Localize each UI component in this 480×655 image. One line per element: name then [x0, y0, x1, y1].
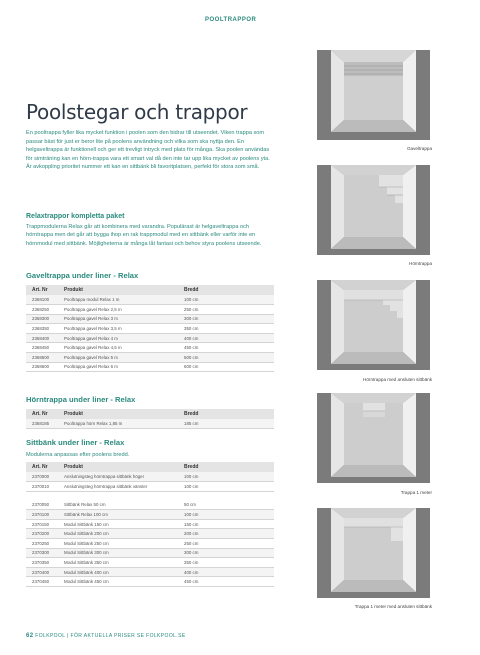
- cell-art-nr: 2368600: [26, 362, 58, 372]
- cell-bredd: 150 cm: [178, 519, 274, 529]
- cell-produkt: Modul Sittbänk 300 cm: [58, 548, 178, 558]
- page-title: Poolstegar och trappor: [26, 100, 248, 124]
- cell-produkt: Modul Sittbänk 400 cm: [58, 567, 178, 577]
- cell-produkt: Pooltrappa gavel Relax 3 m: [58, 314, 178, 324]
- cell-bredd: 400 cm: [178, 567, 274, 577]
- cell-art-nr: 2368100: [26, 295, 58, 305]
- cell-bredd: 250 cm: [178, 305, 274, 315]
- table-row: [26, 333, 274, 343]
- cell-bredd: 100 cm: [178, 510, 274, 520]
- cell-art-nr: 2368400: [26, 333, 58, 343]
- cell-art-nr: 2370010: [26, 482, 58, 492]
- cell-bredd: 100 cm: [178, 482, 274, 492]
- cell-bredd: 400 cm: [178, 333, 274, 343]
- cell-art-nr: 2368250: [26, 305, 58, 315]
- col-bredd: Bredd: [178, 285, 274, 295]
- cell-produkt: Anslutningsteg hörntrappa sittbänk vänster: [58, 482, 178, 492]
- cell-produkt: Modul Sittbänk 450 cm: [58, 577, 178, 587]
- cell-art-nr: 2370400: [26, 567, 58, 577]
- section-tag: POOLTRAPPOR: [205, 17, 257, 23]
- table-row: [26, 482, 274, 492]
- cell-bredd: 500 cm: [178, 353, 274, 363]
- cell-produkt: Sittbänk Relax 50 cm: [58, 500, 178, 510]
- table-row: [26, 548, 274, 558]
- cell-produkt: Pooltrappa modul Relax 1 m: [58, 295, 178, 305]
- col-art: Art. Nr: [26, 409, 58, 419]
- table-row: [26, 510, 274, 520]
- cell-art-nr: 2370250: [26, 539, 58, 549]
- relax-title: Relaxtrappor kompletta paket: [26, 213, 125, 220]
- col-produkt: Produkt: [58, 409, 178, 419]
- cell-bredd: 100 cm: [178, 295, 274, 305]
- pool-end-stairs-image: [317, 50, 430, 140]
- horn-table: [26, 409, 274, 429]
- col-bredd: Bredd: [178, 462, 274, 472]
- cell-produkt: Sittbänk Relax 100 cm: [58, 510, 178, 520]
- col-art: Art. Nr: [26, 285, 58, 295]
- table-row: [26, 295, 274, 305]
- cell-bredd: 350 cm: [178, 324, 274, 334]
- pool-1m-stairs-bench-image: [317, 508, 430, 598]
- table-row: [26, 305, 274, 315]
- cell-art-nr: 2370100: [26, 510, 58, 520]
- sitt-description: Modulerna anpassas efter poolens bredd.: [26, 452, 130, 458]
- horn-title: Hörntrappa under liner - Relax: [26, 395, 136, 404]
- table-row: [26, 539, 274, 549]
- cell-produkt: Pooltrappa gavel Relax 4 m: [58, 333, 178, 343]
- table-row: [26, 353, 274, 363]
- cell-bredd: 50 cm: [178, 500, 274, 510]
- col-bredd: Bredd: [178, 409, 274, 419]
- cell-bredd: 200 cm: [178, 529, 274, 539]
- cell-bredd: 300 cm: [178, 314, 274, 324]
- caption-horntrappa: Hörntrappa: [409, 261, 432, 266]
- gavel-table: [26, 285, 274, 372]
- sitt-title: Sittbänk under liner - Relax: [26, 438, 125, 447]
- table-row: [26, 500, 274, 510]
- table-row: [26, 558, 274, 568]
- cell-art-nr: 2370150: [26, 519, 58, 529]
- pool-1m-stairs-image: [317, 393, 430, 483]
- cell-bredd: 450 cm: [178, 577, 274, 587]
- cell-bredd: 100 cm: [178, 472, 274, 482]
- col-produkt: Produkt: [58, 285, 178, 295]
- footer-text: FOLKPOOL | FÖR AKTUELLA PRISER SE FOLKPOOL.SE: [35, 633, 186, 639]
- intro-text: En pooltrappa fyller lika mycket funktion i poolen som den bidrar till utseendet. Viken trappa som passar bäst för just er beror lite på poolens användning och vilka som ska nyttja den. En helgaveltrappa är funktionell och ger ett trevligt intryck med plats för många. Ska poolen användas för simträning kan en hörn-trappa vara ett smart val då den inte tar upp lika mycket av poolens yta. Är avkoppling prioritet nummer ett kan en sittbänk bli favoritplatsen, perfekt för stora som små.: [26, 130, 270, 171]
- cell-art-nr: 2368185: [26, 419, 58, 429]
- cell-produkt: Modul Sittbänk 250 cm: [58, 539, 178, 549]
- cell-produkt: Pooltrappa gavel Relax 5 m: [58, 353, 178, 363]
- cell-bredd: 600 cm: [178, 362, 274, 372]
- gavel-title: Gaveltrappa under liner - Relax: [26, 271, 139, 280]
- table-row: [26, 343, 274, 353]
- cell-produkt: Pooltrappa gavel Relax 6 m: [58, 362, 178, 372]
- cell-produkt: Anslutningsteg hörntrappa sittbänk höger: [58, 472, 178, 482]
- cell-art-nr: 2368350: [26, 324, 58, 334]
- table-row: [26, 577, 274, 587]
- cell-bredd: 300 cm: [178, 548, 274, 558]
- caption-gaveltrappa: Gaveltrappa: [406, 146, 432, 151]
- cell-art-nr: 2370350: [26, 558, 58, 568]
- cell-art-nr: 2368500: [26, 353, 58, 363]
- cell-art-nr: 2370300: [26, 548, 58, 558]
- cell-produkt: Pooltrappa gavel Relax 3,5 m: [58, 324, 178, 334]
- table-row: [26, 529, 274, 539]
- cell-bredd: 250 cm: [178, 539, 274, 549]
- cell-art-nr: 2368300: [26, 314, 58, 324]
- cell-bredd: 185 cm: [178, 419, 274, 429]
- cell-art-nr: 2370000: [26, 472, 58, 482]
- table-row: [26, 362, 274, 372]
- sitt-table: [26, 462, 274, 587]
- cell-produkt: Modul Sittbänk 150 cm: [58, 519, 178, 529]
- caption-horntrappa-sittbank: Hörntrappa med ansluten sittbänk: [363, 377, 432, 382]
- cell-bredd: 450 cm: [178, 343, 274, 353]
- cell-produkt: Pooltrappa gavel Relax 2,5 m: [58, 305, 178, 315]
- pool-corner-stairs-image: [317, 165, 430, 255]
- col-art: Art. Nr: [26, 462, 58, 472]
- cell-art-nr: 2368450: [26, 343, 58, 353]
- table-row: [26, 314, 274, 324]
- table-row: [26, 419, 274, 429]
- table-spacer: [26, 491, 274, 500]
- page-footer: [26, 633, 186, 639]
- table-row: [26, 472, 274, 482]
- col-produkt: Produkt: [58, 462, 178, 472]
- page-number: 62: [26, 633, 34, 639]
- cell-produkt: Pooltrappa hörn Relax 1,85 m: [58, 419, 178, 429]
- relax-description: Trappmodulerna Relax går att kombinera med varandra. Populärast är helgaveltrappa och hörntrappa men det går att bygga ihop en rak trappmodul med en sittbänk eller varför inte en hörnmodul med sittbänk. Möjligheterna är många låt fantasi och behov styra poolens utseende.: [26, 224, 262, 247]
- table-row: [26, 519, 274, 529]
- cell-art-nr: 2370450: [26, 577, 58, 587]
- cell-produkt: Pooltrappa gavel Relax 4,5 m: [58, 343, 178, 353]
- cell-art-nr: 2370200: [26, 529, 58, 539]
- caption-trappa-1m: Trappa 1 meter: [400, 490, 432, 495]
- table-row: [26, 324, 274, 334]
- table-row: [26, 567, 274, 577]
- cell-bredd: 350 cm: [178, 558, 274, 568]
- caption-trappa-1m-sittbank: Trappa 1 meter med ansluten sittbänk: [354, 604, 432, 609]
- cell-art-nr: 2370050: [26, 500, 58, 510]
- pool-corner-stairs-bench-image: [317, 280, 430, 370]
- cell-produkt: Modul Sittbänk 350 cm: [58, 558, 178, 568]
- cell-produkt: Modul Sittbänk 200 cm: [58, 529, 178, 539]
